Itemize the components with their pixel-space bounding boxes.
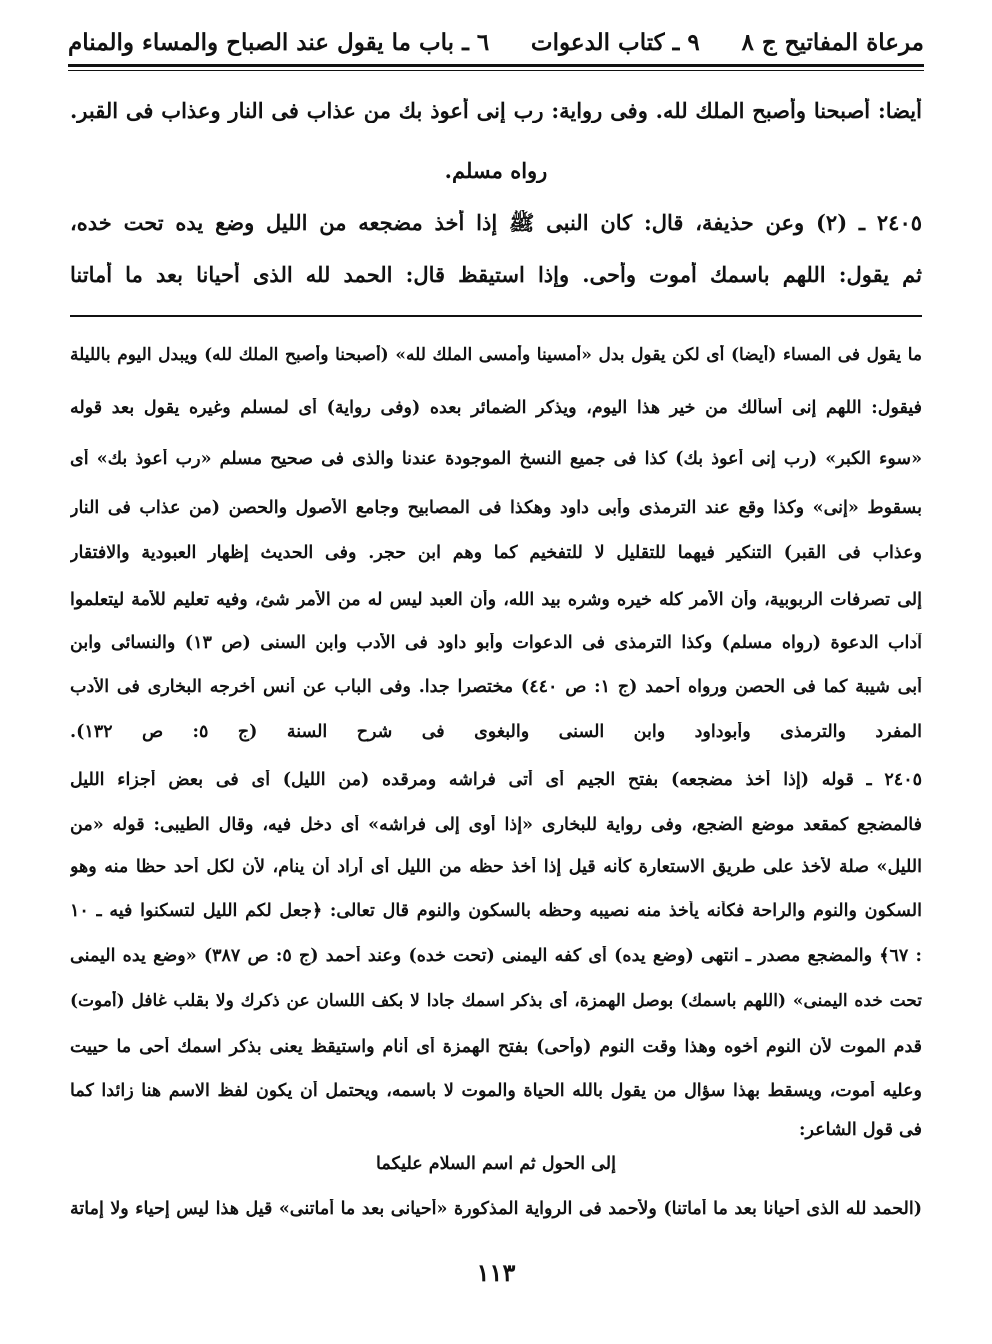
note-line: «سوء الكبر» (رب إنى أعوذ بك) كذا فى جميع النسخ الموجودة عندنا والذى فى صحيح مسلم «رب أعوذ بك» أى (70, 449, 922, 469)
running-header (68, 22, 924, 62)
header-book-title: مرعاة المفاتيح ج ٨ (741, 28, 924, 56)
note-line: بسقوط «إنى» وكذا وقع عند الترمذى وأبى داود وهكذا فى المصابيح وجامع الأصول والحصن (من عذاب فى النار (70, 498, 922, 518)
note-line: تحت خده اليمنى» (اللهم باسمك) بوصل الهمزة، أى بذكر اسمك جادا لا بكف اللسان عن ذكرك ولا بقلب غافل (أموت) (70, 991, 922, 1011)
main-line-attribution: رواه مسلم. (444, 158, 548, 183)
main-line: أيضا: أصبحنا وأصبح الملك لله. وفى رواية: رب إنى أعوذ بك من عذاب فى النار وعذاب فى القبر. (70, 98, 922, 123)
note-line: فيقول: اللهم إنى أسألك من خير هذا اليوم، ويذكر الضمائر بعده (وفى رواية) أى لمسلم وغيره يقول بعد قوله (70, 398, 922, 418)
note-line: : ٦٧﴾ والمضجع مصدر ـ انتهى (وضع يده) أى كفه اليمنى (تحت خده) وعند أحمد (ج ٥: ص ٣٨٧) «وضع يده اليمنى (70, 946, 922, 966)
note-line: الليل» صلة لأخذ على طريق الاستعارة كأنه قيل إذا أخذ حظه من الليل أى أراد أن ينام، لأن لكل أحد حظا منه وهو (70, 857, 922, 877)
footnote-divider (70, 315, 922, 317)
note-line: (الحمد لله الذى أحيانا بعد ما أماتنا) ولأحمد فى الرواية المذكورة «أحيانى بعد ما أماتنى» قيل هذا ليس إحياء ولا إماتة (70, 1199, 922, 1219)
main-line: ٢٤٠٥ ـ (٢) وعن حذيفة، قال: كان النبى ﷺ إذا أخذ مضجعه من الليل وضع يده تحت خده، (70, 210, 922, 235)
note-line: فى قول الشاعر: (799, 1120, 922, 1140)
note-line: وعليه أموت، ويسقط بهذا سؤال من يقول بالله الحياة والموت لا باسمه، ويحتمل أن يكون لفظ الاسم هنا زائدا كما (70, 1081, 922, 1101)
note-line: قدم الموت لأن النوم أخوه وهذا وقت النوم (وأحى) بفتح الهمزة أى أنام واستيقظ يعنى بذكر اسمك أحى ما حييت (70, 1037, 922, 1057)
note-line: فالمضجع كمقعد موضع الضجع، وفى رواية للبخارى «إذا أوى إلى فراشه» أى دخل فيه، وقال الطيبى: قوله «من (70, 815, 922, 835)
header-rule (68, 64, 924, 71)
note-line: إلى تصرفات الربوبية، وأن الأمر كله خيره وشره بيد الله، وأن العبد ليس له من الأمر شئ، وفيه تعليم للأمة ليتعلموا (70, 590, 922, 610)
header-chapter: ٩ ـ كتاب الدعوات (530, 28, 700, 56)
note-line: المفرد والترمذى وأبوداود وابن السنى والبغوى فى شرح السنة (ج ٥: ص ١٣٢). (70, 722, 922, 742)
note-line: ٢٤٠٥ ـ قوله (إذا أخذ مضجعه) بفتح الجيم أى أتى فراشه ومرقده (من الليل) أى فى بعض أجزاء الليل (70, 770, 922, 790)
note-line: آداب الدعوة (رواه مسلم) وكذا الترمذى فى الدعوات وأبو داود فى الأدب وابن السنى (ص ١٣) والنسائى وابن (70, 633, 922, 653)
poetry-verse: إلى الحول ثم اسم السلام عليكما (376, 1154, 616, 1174)
header-section: ٦ ـ باب ما يقول عند الصباح والمساء والمنام (68, 28, 490, 56)
main-line: ثم يقول: اللهم باسمك أموت وأحى. وإذا استيقظ قال: الحمد لله الذى أحيانا بعد ما أماتنا (70, 262, 922, 287)
note-line: السكون والنوم والراحة فكأنه يأخذ منه نصيبه وحظه بالسكون والنوم قال تعالى: ﴿جعل لكم الليل لتسكنوا فيه ـ ١٠ (70, 901, 922, 921)
note-line: أبى شيبة كما فى الحصن ورواه أحمد (ج ١: ص ٤٤٠) مختصرا جدا. وفى الباب عن أنس أخرجه البخارى فى الأدب (70, 677, 922, 697)
note-line: ما يقول فى المساء (أيضا) أى لكن يقول بدل «أمسينا وأمسى الملك لله» (أصبحنا وأصبح الملك لله) ويبدل اليوم بالليلة (70, 345, 922, 365)
note-line: وعذاب فى القبر) التنكير فيهما للتقليل لا للتفخيم كما وهم ابن حجر. وفى الحديث إظهار العبودية والافتقار (70, 543, 922, 563)
page-number: ١١٣ (476, 1258, 516, 1287)
